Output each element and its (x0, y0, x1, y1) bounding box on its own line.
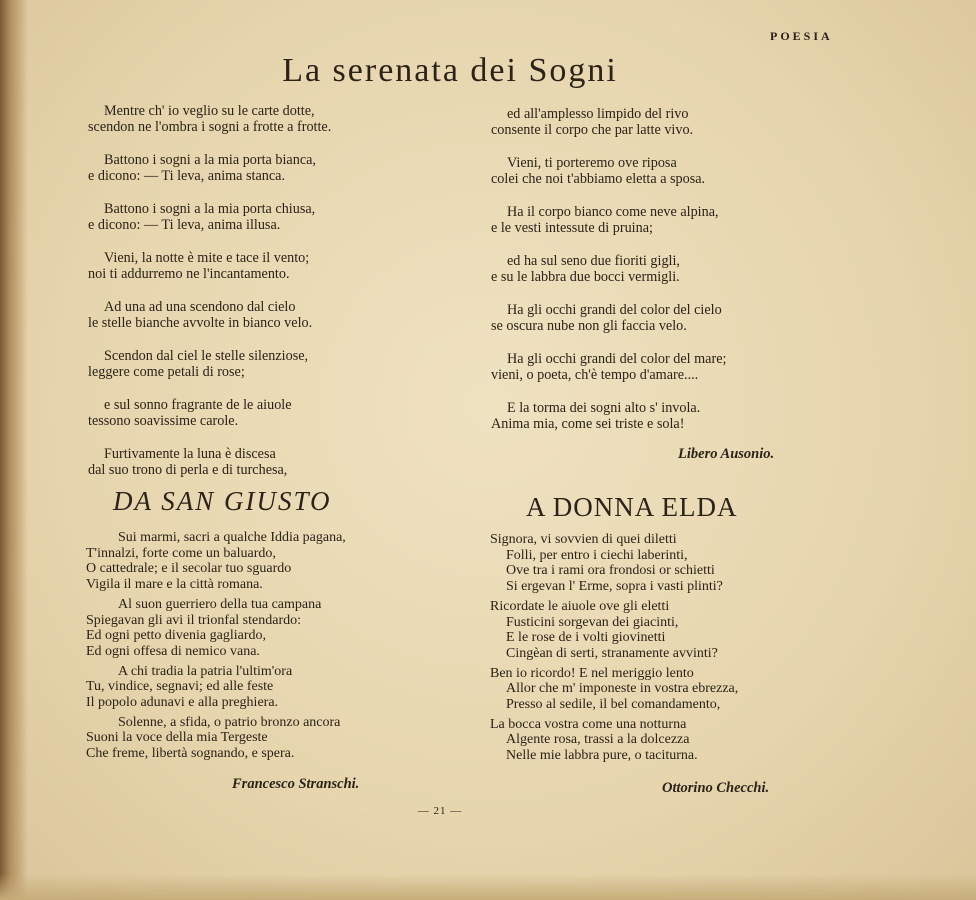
verse-line: Ben io ricordo! E nel meriggio lento (490, 665, 694, 681)
verse-line: Suoni la voce della mia Tergeste (86, 730, 268, 746)
verse-line: Ed ogni offesa di nemico vana. (86, 643, 260, 659)
stanza (491, 106, 801, 138)
verse-line: Cingèan di serti, stranamente avvinti? (506, 645, 718, 661)
verse-line: vieni, o poeta, ch'è tempo d'amare.... (491, 367, 699, 383)
verse-line: Il popolo adunavi e alla preghiera. (86, 695, 279, 711)
stanza (88, 299, 388, 331)
verse-line: Allor che m' imponeste in vostra ebrezza, (506, 681, 739, 697)
verse-line: E la torma dei sogni alto s' invola. (507, 400, 701, 416)
verse-line: Furtivamente la luna è discesa (104, 446, 276, 462)
verse-line: Algente rosa, trassi a la dolcezza (506, 732, 690, 748)
stanza (490, 532, 810, 595)
verse-line: Signora, vi sovvien di quei diletti (490, 532, 677, 547)
verse-line: Vieni, la notte è mite e tace il vento; (104, 250, 310, 266)
verse-line: Tu, vindice, segnavi; ed alle feste (86, 679, 274, 695)
verse-line: ed ha sul seno due fioriti gigli, (507, 253, 680, 269)
verse-line: Vieni, ti porteremo ove riposa (507, 155, 677, 171)
stanza (490, 666, 810, 713)
verse-line: Anima mia, come sei triste e sola! (491, 416, 685, 432)
serenata-left-column (88, 103, 388, 495)
stanza (86, 530, 406, 593)
verse-line: colei che noi t'abbiamo eletta a sposa. (491, 171, 706, 187)
verse-line: Spiegavan gli avi il trionfal stendardo: (86, 612, 302, 628)
stanza (491, 351, 801, 383)
poem-title-san-giusto: DA SAN GIUSTO (113, 486, 332, 516)
verse-line: Nelle mie labbra pure, o taciturna. (506, 748, 698, 764)
stanza (86, 597, 406, 660)
verse-line: Mentre ch' io veglio su le carte dotte, (104, 103, 315, 119)
verse-line: Si ergevan l' Erme, sopra i vasti plinti? (506, 579, 723, 595)
verse-line: O cattedrale; e il secolar tuo sguardo (86, 561, 292, 577)
running-head: POESIA (770, 29, 833, 43)
verse-line: e dicono: — Ti leva, anima stanca. (88, 168, 286, 184)
verse-line: leggere come petali di rose; (88, 364, 245, 380)
verse-line: Battono i sogni a la mia porta bianca, (104, 152, 316, 168)
page-bottom-shade (0, 874, 976, 900)
verse-line: le stelle bianche avvolte in bianco velo. (88, 315, 313, 331)
poem-title-donna-elda: A DONNA ELDA (526, 492, 738, 522)
verse-line: tessono soavissime carole. (88, 413, 239, 429)
verse-line: Ha il corpo bianco come neve alpina, (507, 204, 719, 220)
verse-line: e le vesti intessute di pruina; (491, 220, 653, 236)
stanza (88, 103, 388, 135)
verse-line: Battono i sogni a la mia porta chiusa, (104, 201, 316, 217)
verse-line: Fusticini sorgevan dei giacinti, (506, 614, 679, 630)
author-signature-donna-elda: Ottorino Checchi. (662, 780, 770, 796)
verse-line: Ad una ad una scendono dal cielo (104, 299, 296, 315)
stanza (88, 348, 388, 380)
verse-line: Ed ogni petto divenia gagliardo, (86, 628, 267, 644)
verse-line: se oscura nube non gli faccia velo. (491, 318, 687, 334)
verse-line: La bocca vostra come una notturna (490, 716, 687, 732)
verse-line: Ha gli occhi grandi del color del mare; (507, 351, 727, 367)
verse-line: e sul sonno fragrante de le aiuole (104, 397, 292, 413)
stanza (491, 400, 801, 432)
stanza (88, 152, 388, 184)
verse-line: Ha gli occhi grandi del color del cielo (507, 302, 722, 318)
stanza (88, 397, 388, 429)
verse-line: Ove tra i rami ora frondosi or schietti (506, 563, 715, 579)
author-signature-san-giusto: Francesco Stranschi. (232, 776, 360, 792)
stanza (491, 155, 801, 187)
stanza (490, 717, 810, 764)
stanza (88, 201, 388, 233)
verse-line: Che freme, libertà sognando, e spera. (86, 746, 295, 762)
stanza (86, 664, 406, 711)
verse-line: Scendon dal ciel le stelle silenziose, (104, 348, 309, 364)
poem-title-serenata: La serenata dei Sogni (282, 52, 618, 89)
verse-line: Presso al sedile, il bel comandamento, (506, 697, 721, 713)
serenata-right-column (491, 106, 801, 449)
stanza (88, 446, 388, 478)
verse-line: T'innalzi, forte come un baluardo, (86, 545, 276, 561)
verse-line: A chi tradia la patria l'ultim'ora (118, 663, 293, 679)
verse-line: Solenne, a sfida, o patrio bronzo ancora (118, 714, 341, 730)
stanza (88, 250, 388, 282)
stanza (491, 204, 801, 236)
verse-line: ed all'amplesso limpido del rivo (507, 106, 689, 122)
verse-line: dal suo trono di perla e di turchesa, (88, 462, 288, 478)
page-gutter-shadow (0, 0, 28, 900)
page-number: — 21 — (417, 805, 463, 817)
author-signature-serenata: Libero Ausonio. (678, 446, 775, 462)
verse-line: e su le labbra due bocci vermigli. (491, 269, 680, 285)
verse-line: Sui marmi, sacri a qualche Iddia pagana, (118, 530, 346, 545)
verse-line: Ricordate le aiuole ove gli eletti (490, 598, 670, 614)
san-giusto-poem (86, 530, 406, 766)
stanza (491, 253, 801, 285)
verse-line: E le rose de i volti giovinetti (506, 630, 666, 646)
donna-elda-poem (490, 532, 810, 768)
verse-line: Folli, per entro i ciechi laberinti, (506, 547, 688, 563)
verse-line: e dicono: — Ti leva, anima illusa. (88, 217, 281, 233)
verse-line: scendon ne l'ombra i sogni a frotte a frotte. (88, 119, 332, 135)
verse-line: noi ti addurremo ne l'incantamento. (88, 266, 290, 282)
verse-line: consente il corpo che par latte vivo. (491, 122, 694, 138)
stanza (86, 715, 406, 762)
stanza (491, 302, 801, 334)
stanza (490, 599, 810, 662)
verse-line: Vigila il mare e la città romana. (86, 577, 263, 593)
verse-line: Al suon guerriero della tua campana (118, 596, 322, 612)
